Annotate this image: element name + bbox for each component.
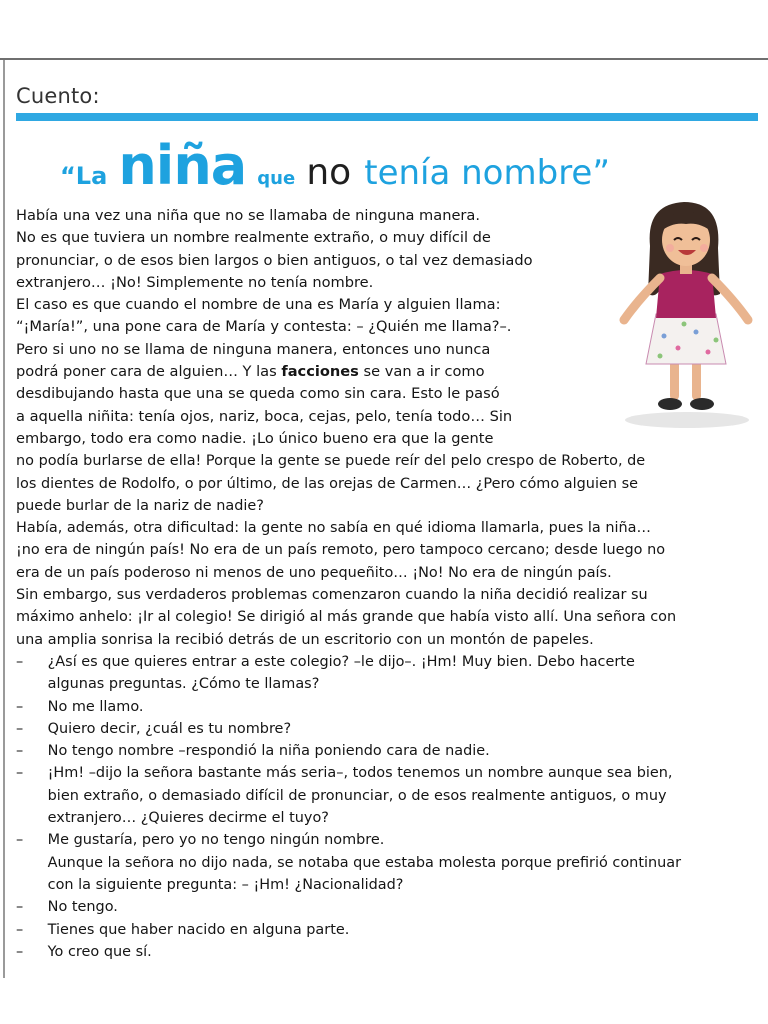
story-line: puede burlar de la nariz de nadie? (16, 496, 264, 514)
story-line-facciones (16, 361, 614, 383)
story-body (16, 205, 764, 963)
dialogue-line (16, 718, 756, 740)
story-line: ¡no era de ningún país! No era de un país remoto, pero tampoco cercano; desde luego no (16, 541, 666, 559)
story-line: a aquella niñita: tenía ojos, nariz, boca, cejas, pelo, tenía todo… Sin (16, 407, 513, 425)
story-line: era de un país poderoso ni menos de uno pequeñito… ¡No! No era de ningún país. (16, 563, 612, 581)
story-line: pronunciar, o de esos bien largos o bien antiguos, o tal vez demasiado (16, 251, 533, 269)
dialogue-text: ¿Así es que quieres entrar a este colegio? –le dijo–. ¡Hm! Muy bien. Debo hacerte (47, 652, 635, 670)
title-que: que (257, 168, 296, 189)
story-line: Sin embargo, sus verdaderos problemas comenzaron cuando la niña decidió realizar su (16, 586, 648, 604)
dialogue-text: No tengo. (47, 898, 118, 916)
dialogue-line (16, 651, 756, 673)
story-line: desdibujando hasta que una se queda como sin cara. Esto le pasó (16, 385, 500, 403)
story-line: Había una vez una niña que no se llamaba de ninguna manera. (16, 207, 480, 224)
dialogue-line (16, 740, 756, 762)
dialogue-continuation: con la siguiente pregunta: – ¡Hm! ¿Nacionalidad? (47, 875, 404, 893)
dialogue-line (16, 829, 756, 851)
dialogue-dash: – (16, 697, 24, 715)
title-rest: tenía nombre” (364, 153, 610, 193)
dialogue-dash: – (16, 898, 24, 916)
dialogue-text: No me llamo. (47, 697, 144, 715)
story-text: podrá poner cara de alguien… Y las (16, 363, 282, 381)
story-line: No es que tuviera un nombre realmente extraño, o muy difícil de (16, 229, 491, 247)
dialogue-dash: – (16, 742, 24, 760)
dialogue-line (16, 896, 756, 918)
section-label: Cuento: (16, 84, 100, 108)
dialogue-continuation: Aunque la señora no dijo nada, se notaba que estaba molesta porque prefirió continuar (47, 853, 682, 871)
story-line: “¡María!”, una pone cara de María y contesta: – ¿Quién me llama?–. (16, 318, 512, 336)
dialogue-dash: – (16, 719, 24, 737)
story-line: Había, además, otra dificultad: la gente no sabía en qué idioma llamarla, pues la niña… (16, 519, 651, 537)
story-line: no podía burlarse de ella! Porque la gente se puede reír del pelo crespo de Roberto, de (16, 452, 646, 470)
dialogue-text: Quiero decir, ¿cuál es tu nombre? (47, 719, 292, 737)
title-open: “La (60, 162, 108, 190)
dialogue-text: Yo creo que sí. (47, 942, 152, 960)
story-line: una amplia sonrisa la recibió detrás de un escritorio con un montón de papeles. (16, 630, 594, 648)
dialogue-line (16, 696, 756, 718)
dialogue-text: ¡Hm! –dijo la señora bastante más seria–, todos tenemos un nombre aunque sea bien, (47, 764, 673, 782)
dialogue-dash: – (16, 764, 24, 782)
dialogue-dash: – (16, 942, 24, 960)
story-line: embargo, todo era como nadie. ¡Lo único bueno era que la gente (16, 429, 494, 447)
dialogue-text: Me gustaría, pero yo no tengo ningún nombre. (47, 831, 385, 849)
dialogue-dash: – (16, 920, 24, 938)
story-line: El caso es que cuando el nombre de una es María y alguien llama: (16, 296, 501, 314)
dialogue-dash: – (16, 652, 24, 670)
title-no: no (306, 152, 352, 193)
story-line: los dientes de Rodolfo, o por último, de las orejas de Carmen… ¿Pero cómo alguien se (16, 474, 638, 492)
dialogue-dash: – (16, 831, 24, 849)
top-border-line (0, 58, 768, 60)
dialogue-line (16, 919, 756, 941)
section-divider (16, 113, 758, 121)
story-title (60, 134, 750, 197)
dialogue-line (16, 941, 756, 963)
story-text-bold: facciones (281, 363, 359, 381)
dialogue-text: Tienes que haber nacido en alguna parte. (47, 920, 350, 938)
dialogue-text: No tengo nombre –respondió la niña poniendo cara de nadie. (47, 742, 490, 760)
left-margin-line (3, 60, 5, 978)
story-text: se van a ir como (358, 363, 485, 381)
story-line: Pero si uno no se llama de ninguna manera, entonces uno nunca (16, 340, 491, 358)
story-line: extranjero… ¡No! Simplemente no tenía nombre. (16, 273, 374, 291)
story-line: máximo anhelo: ¡Ir al colegio! Se dirigió al más grande que había visto allí. Una señora con (16, 608, 677, 626)
dialogue-line (16, 762, 756, 784)
dialogue-continuation: bien extraño, o demasiado difícil de pronunciar, o de esos realmente antiguos, o muy (47, 786, 667, 804)
title-nina: niña (118, 134, 247, 197)
dialogue-continuation: algunas preguntas. ¿Cómo te llamas? (47, 675, 320, 693)
dialogue-continuation: extranjero… ¿Quieres decirme el tuyo? (47, 809, 329, 827)
